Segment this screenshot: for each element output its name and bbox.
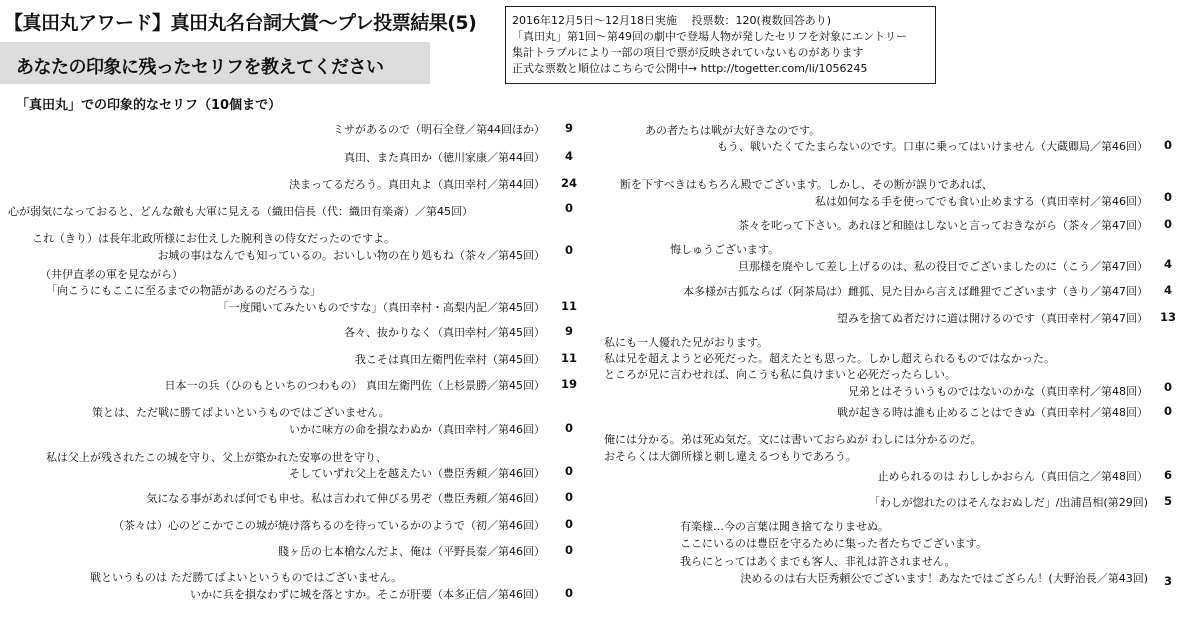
quote-line: （井伊直孝の軍を見ながら） [40,268,183,281]
quote-line: 策とは、ただ戦に勝てばよいというものではございません。 [92,406,390,419]
vote-count: 0 [564,464,573,478]
quote-line: 止められるのは わししかおらん（真田信之／第48回） [877,470,1148,483]
quote-line: 有楽様…今の言葉は聞き捨てなりませぬ。 [680,520,889,533]
vote-count: 4 [1163,283,1172,297]
quote-line: ところが兄に言わせれば、向こうも私に負けまいと必死だったらしい。 [604,368,956,381]
quote-line: （茶々は）心のどこかでこの城が焼け落ちるのを待っているかのようで（初／第46回） [113,519,545,532]
quote-line: 戦が起きる時は誰も止めることはできぬ（真田幸村／第48回） [837,406,1148,419]
quote-line: 俺には分かる。弟は死ぬ気だ。文には書いておらぬが わしには分かるのだ。 [604,433,982,446]
quote-line: 決めるのは右大臣秀頼公でございます！あなたではござらん！(大野治長／第43回) [740,572,1148,585]
vote-count: 3 [1163,574,1172,588]
vote-count: 0 [564,490,573,504]
quote-line: 私は如何なる手を使ってでも食い止めまする（真田幸村／第46回） [815,195,1148,208]
quote-line: もう、戦いたくてたまらないのです。口車に乗ってはいけません（大蔵卿局／第46回） [716,140,1148,153]
vote-count: 0 [564,543,573,557]
vote-count: 0 [1163,138,1172,152]
page-title: 【真田丸アワード】真田丸名台詞大賞〜プレ投票結果(5) [4,12,477,34]
quote-line: 真田、また真田か（徳川家康／第44回） [344,151,545,164]
quote-line: 私は兄を超えようと必死だった。超えたとも思った。しかし超えられるものではなかった。 [604,352,1055,365]
vote-count: 9 [564,121,573,135]
vote-count: 11 [560,299,577,313]
vote-count: 4 [1163,257,1172,271]
info-line: 2016年12月5日〜12月18日実施 投票数：120(複数回答あり) [512,14,832,27]
quote-line: 私にも一人優れた兄がおります。 [604,336,769,349]
vote-count: 6 [1163,468,1172,482]
quote-line: 我こそは真田左衛門佐幸村（第45回） [355,353,545,366]
quote-line: 日本一の兵（ひのもといちのつわもの） 真田左衛門佐（上杉景勝／第45回） [164,379,545,392]
quote-line: 戦というものは ただ勝てばよいというものではございません。 [90,571,403,584]
page-subtitle: あなたの印象に残ったセリフを教えてください [16,57,384,78]
quote-line: 気になる事があれば何でも申せ。私は言われて伸びる男ぞ（豊臣秀頼／第46回） [146,492,545,505]
vote-count: 24 [560,176,577,190]
quote-line: 我らにとってはあくまでも客人、非礼は許されません。 [680,555,956,568]
vote-count: 13 [1159,310,1176,324]
info-line: 集計トラブルにより一部の項目で票が反映されていないものがあります [512,46,864,59]
section-title: 「真田丸」での印象的なセリフ（10個まで） [16,98,282,113]
quote-line: おそらくは大御所様と刺し違えるつもりであろう。 [604,450,857,463]
info-line: 正式な票数と順位はこちらで公開中→ http://togetter.com/li/1056245 [512,62,868,75]
quote-line: 「向こうにもここに至るまでの物語があるのだろうな」 [46,284,321,297]
quote-line: そしていずれ父上を越えたい（豊臣秀頼／第46回） [289,467,545,480]
vote-count: 0 [564,201,573,215]
quote-line: 旦那様を廃やして差し上げるのは、私の役目でございましたのに（こう／第47回） [738,260,1148,273]
quote-line: お城の事はなんでも知っているの。おいしい物の在り処もね（茶々／第45回） [157,249,545,262]
quote-line: 「一度聞いてみたいものですな」（真田幸村・高梨内記／第45回） [217,301,545,314]
quote-line: 望みを捨てぬ者だけに道は開けるのです（真田幸村／第47回） [837,312,1148,325]
quote-line: 心が弱気になっておると、どんな敵も大軍に見える（織田信長（代：織田有楽斎）／第45回） [8,205,473,218]
quote-line: あの者たちは戦が大好きなのです。 [645,124,821,137]
quote-line: 兄弟とはそういうものではないのかな（真田幸村／第48回） [848,385,1148,398]
vote-count: 0 [564,517,573,531]
vote-count: 0 [564,421,573,435]
quote-line: ミサがあるので（明石全登／第44回ほか） [333,123,545,136]
quote-line: 茶々を叱って下さい。あれほど和睦はしないと言っておきながら（茶々／第47回） [738,219,1148,232]
quote-line: 私は父上が残されたこの城を守り、父上が築かれた安寧の世を守り、 [46,451,387,464]
vote-count: 0 [564,243,573,257]
quote-line: 断を下すべきはもちろん殿でございます。しかし、その断が誤りであれば、 [620,178,993,191]
vote-count: 0 [564,586,573,600]
quote-line: 決まってるだろう。真田丸よ（真田幸村／第44回） [289,178,545,191]
vote-count: 0 [1163,380,1172,394]
info-line: 「真田丸」第1回〜第49回の劇中で登場人物が発したセリフを対象にエントリー [512,30,907,43]
vote-count: 0 [1163,217,1172,231]
vote-count: 0 [1163,404,1172,418]
vote-count: 4 [564,149,573,163]
quote-line: 賤ヶ岳の七本槍なんだよ、俺は（平野長泰／第46回） [278,545,545,558]
quote-line: ここにいるのは豊臣を守るために集った者たちでございます。 [680,537,988,550]
quote-line: 「わしが惚れたのはそんなおぬしだ」/出浦昌相(第29回) [868,496,1148,509]
vote-count: 19 [560,377,577,391]
vote-count: 0 [1163,190,1172,204]
vote-count: 9 [564,324,573,338]
vote-count: 11 [560,351,577,365]
survey-info-box [505,6,936,84]
quote-line: いかに味方の命を損なわぬか（真田幸村／第46回） [289,423,545,436]
quote-line: 本多様が古狐ならば（阿茶局は）雌狐、見た目から言えば雌狸でございます（きり／第47回） [683,285,1148,298]
quote-line: いかに兵を損なわずに城を落とすか。そこが肝要（本多正信／第46回） [190,588,545,601]
vote-count: 5 [1163,494,1172,508]
quote-line: 悔しゅうございます。 [670,243,780,256]
quote-line: これ（きり）は長年北政所様にお仕えした腕利きの侍女だったのですよ。 [32,232,395,245]
quote-line: 各々、抜かりなく（真田幸村／第45回） [344,326,545,339]
